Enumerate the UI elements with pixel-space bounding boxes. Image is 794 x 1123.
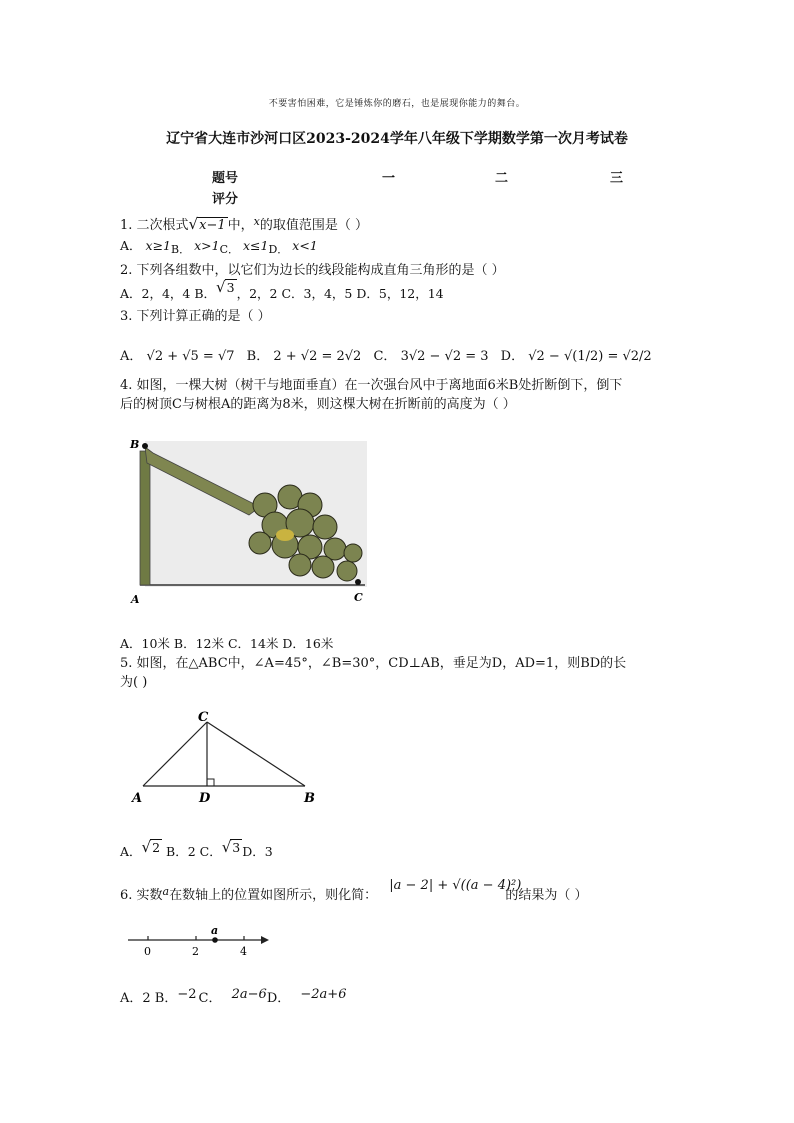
side-ac [143, 722, 207, 786]
option-text: ，2，2 C．3，4，5 D．5，12，14 [236, 286, 444, 301]
option-text: B．2 C． [166, 844, 222, 859]
variable: a [162, 885, 170, 898]
sqrt-symbol: √ [141, 838, 152, 856]
option-label: C． [219, 243, 239, 256]
question-4-line-1: 4. 如图，一棵大树（树干与地面垂直）在一次强台风中于离地面6米B处折断倒下，倒下 [120, 378, 623, 393]
option-d: √2 − √(1/2) = √2/2 [528, 349, 652, 364]
tree-trunk [140, 451, 150, 585]
point-a [212, 937, 218, 943]
score-column-header: 一 [382, 171, 396, 186]
option-c: 3√2 − √2 = 3 [400, 349, 489, 364]
question-stem: 中， [227, 218, 254, 233]
options-5 [120, 838, 273, 860]
point-a-label: a [211, 924, 219, 937]
score-row-label: 题号 [212, 171, 239, 186]
option-label: B． [246, 349, 270, 364]
question-stem: 1. 二次根式 [120, 218, 189, 233]
options-4: A．10米 B．12米 C．14米 D．16米 [120, 636, 334, 651]
point-b [142, 443, 148, 449]
radicand: x−1 [199, 218, 226, 233]
label-c: C [198, 710, 209, 725]
option-c: x≤1 [242, 238, 269, 253]
side-bc [207, 722, 305, 786]
tick-label-2: 2 [192, 945, 199, 958]
option-label: C． [373, 349, 397, 364]
tick-label-0: 0 [144, 945, 151, 958]
sqrt-symbol: √ [188, 215, 199, 233]
question-3: 3. 下列计算正确的是（ ） [120, 309, 271, 324]
page-title: 辽宁省大连市沙河口区2023-2024学年八年级下学期数学第一次月考试卷 [166, 131, 628, 147]
option-d: x<1 [292, 238, 318, 253]
option-label: D． [266, 991, 291, 1006]
score-row-label: 评分 [212, 192, 239, 207]
radicand: 3 [226, 280, 235, 295]
option-text: A．2，4，4 B． [120, 286, 217, 301]
question-stem: 6. 实数 [120, 888, 163, 903]
option-text: D．3 [242, 844, 273, 859]
option-label: A． [120, 844, 142, 859]
tick-label-4: 4 [240, 945, 247, 958]
fallen-tree-figure [125, 435, 375, 610]
right-angle-mark [207, 779, 214, 786]
question-5-line-2: 为( ) [120, 675, 148, 690]
question-1 [120, 214, 368, 233]
label-d: D [199, 791, 211, 806]
question-stem: 的取值范围是（ ） [259, 218, 368, 233]
option-b: x>1 [194, 238, 220, 253]
triangle-figure [128, 708, 328, 808]
variable: x [253, 215, 260, 228]
score-column-header: 三 [610, 171, 624, 186]
point-c [355, 579, 361, 585]
label-c: C [354, 591, 363, 604]
option-label: D． [500, 349, 525, 364]
radicand: 3 [232, 840, 241, 855]
option-label: C． [198, 991, 222, 1006]
option-b: 2 + √2 = 2√2 [273, 349, 362, 364]
question-2: 2. 下列各组数中，以它们为边长的线段能构成直角三角形的是（ ） [120, 263, 505, 278]
radicand: 2 [152, 840, 161, 855]
label-a: A [132, 791, 143, 806]
score-column-header: 二 [495, 171, 509, 186]
question-6 [120, 878, 588, 903]
options-2 [120, 278, 444, 302]
question-stem: 的结果为（ ） [505, 888, 588, 903]
label-a: A [131, 593, 140, 606]
option-text: A．2 B． [120, 991, 178, 1006]
label-b: B [304, 791, 315, 806]
option-d: −2a+6 [300, 987, 347, 1002]
option-a: √2 + √5 = √7 [146, 349, 235, 364]
option-label: A． [120, 238, 142, 253]
expression: |a − 2| + √((a − 4)²) [389, 878, 522, 893]
option-label: D． [268, 243, 289, 256]
question-4-line-2: 后的树顶C与树根A的距离为8米，则这棵大树在折断前的高度为（ ） [120, 397, 516, 412]
option-c: 2a−6 [231, 987, 267, 1002]
option-a: x≥1 [145, 238, 171, 253]
foliage-highlight [276, 529, 294, 541]
question-stem: 在数轴上的位置如图所示，则化简： [169, 888, 378, 903]
options-1 [120, 236, 318, 257]
options-6 [120, 987, 346, 1006]
question-5-line-1: 5. 如图，在△ABC中，∠A=45°，∠B=30°，CD⊥AB，垂足为D，AD=1，则BD的长 [120, 656, 627, 671]
sqrt-symbol: √ [221, 838, 232, 856]
axis-arrow [261, 936, 269, 944]
option-label: B． [171, 243, 191, 256]
option-b: −2 [177, 987, 197, 1002]
number-line-figure [125, 922, 275, 962]
label-b: B [130, 438, 140, 451]
option-label: A． [120, 349, 143, 364]
page-motto: 不要害怕困难，它是锤炼你的磨石，也是展现你能力的舞台。 [268, 99, 526, 109]
sqrt-symbol: √ [216, 278, 226, 296]
options-3 [120, 345, 652, 364]
